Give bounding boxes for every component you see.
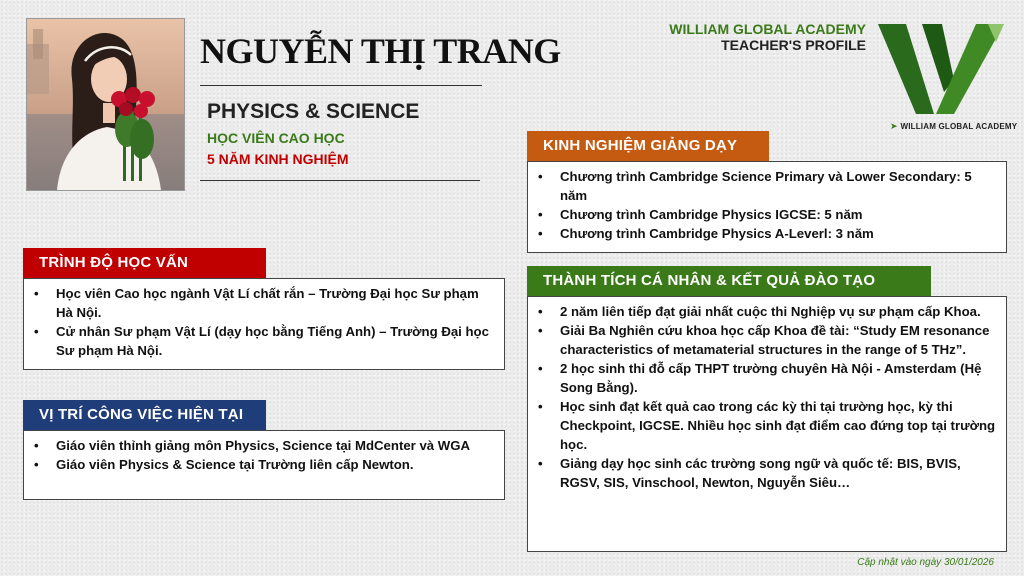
list-item: • 2 học sinh thi đỗ cấp THPT trường chuyên Hà Nội - Amsterdam (Hệ Song Bằng).	[534, 359, 996, 397]
arrow-icon: ➤	[890, 121, 901, 131]
list-item: • Học viên Cao học ngành Vật Lí chất rắn – Trường Đại học Sư phạm Hà Nội.	[30, 284, 494, 322]
portrait-image	[27, 19, 184, 190]
subject-divider	[200, 180, 480, 181]
list-item: • Cử nhân Sư phạm Vật Lí (dạy học bằng Tiếng Anh) – Trường Đại học Sư phạm Hà Nội.	[30, 322, 494, 360]
current-position-list	[30, 436, 494, 474]
teaching-experience-list	[534, 167, 996, 243]
list-item: • Giải Ba Nghiên cứu khoa học cấp Khoa đề tài: “Study EM resonance characteristics of metamaterial structures in the range of 5 THz”.	[534, 321, 996, 359]
experience-years-label: 5 NĂM KINH NGHIỆM	[207, 151, 349, 167]
teacher-name: NGUYỄN THỊ TRANG	[200, 31, 561, 71]
list-item: • Học sinh đạt kết quả cao trong các kỳ thi tại trường học, kỳ thi Checkpoint, IGCSE. Nhiều học sinh đạt điểm cao đứng top tại trường học.	[534, 397, 996, 454]
list-item: • Giáo viên Physics & Science tại Trường liên cấp Newton.	[30, 455, 494, 474]
education-box	[23, 278, 505, 370]
brand-subtitle: TEACHER'S PROFILE	[721, 37, 866, 53]
achievements-list	[534, 302, 996, 492]
list-item: • 2 năm liên tiếp đạt giải nhất cuộc thi Nghiệp vụ sư phạm cấp Khoa.	[534, 302, 996, 321]
update-date-note: Cập nhật vào ngày 30/01/2026	[857, 557, 994, 568]
list-item: • Giảng dạy học sinh các trường song ngữ và quốc tế: BIS, BVIS, RGSV, SIS, Vinschool, Newton, Nguyễn Siêu…	[534, 454, 996, 492]
education-header: TRÌNH ĐỘ HỌC VẤN	[23, 248, 266, 278]
william-logo-icon	[876, 20, 1006, 118]
logo-caption	[890, 121, 1017, 132]
list-item: • Chương trình Cambridge Physics A-Leverl: 3 năm	[534, 224, 996, 243]
achievements-header: THÀNH TÍCH CÁ NHÂN & KẾT QUẢ ĐÀO TẠO	[527, 266, 931, 296]
logo-caption-text: WILLIAM GLOBAL ACADEMY	[900, 122, 1018, 131]
education-list	[30, 284, 494, 360]
current-position-header: VỊ TRÍ CÔNG VIỆC HIỆN TẠI	[23, 400, 266, 430]
name-divider	[200, 85, 482, 86]
list-item: • Chương trình Cambridge Physics IGCSE: 5 năm	[534, 205, 996, 224]
teaching-experience-box	[527, 161, 1007, 253]
achievements-box	[527, 296, 1007, 552]
brand-title: WILLIAM GLOBAL ACADEMY	[669, 21, 866, 37]
list-item: • Chương trình Cambridge Science Primary và Lower Secondary: 5 năm	[534, 167, 996, 205]
list-item: • Giáo viên thỉnh giảng môn Physics, Science tại MdCenter và WGA	[30, 436, 494, 455]
teacher-photo	[26, 18, 185, 191]
teaching-experience-header: KINH NGHIỆM GIẢNG DẠY	[527, 131, 769, 161]
subject-title: PHYSICS & SCIENCE	[207, 100, 420, 123]
degree-label: HỌC VIÊN CAO HỌC	[207, 130, 345, 146]
current-position-box	[23, 430, 505, 500]
